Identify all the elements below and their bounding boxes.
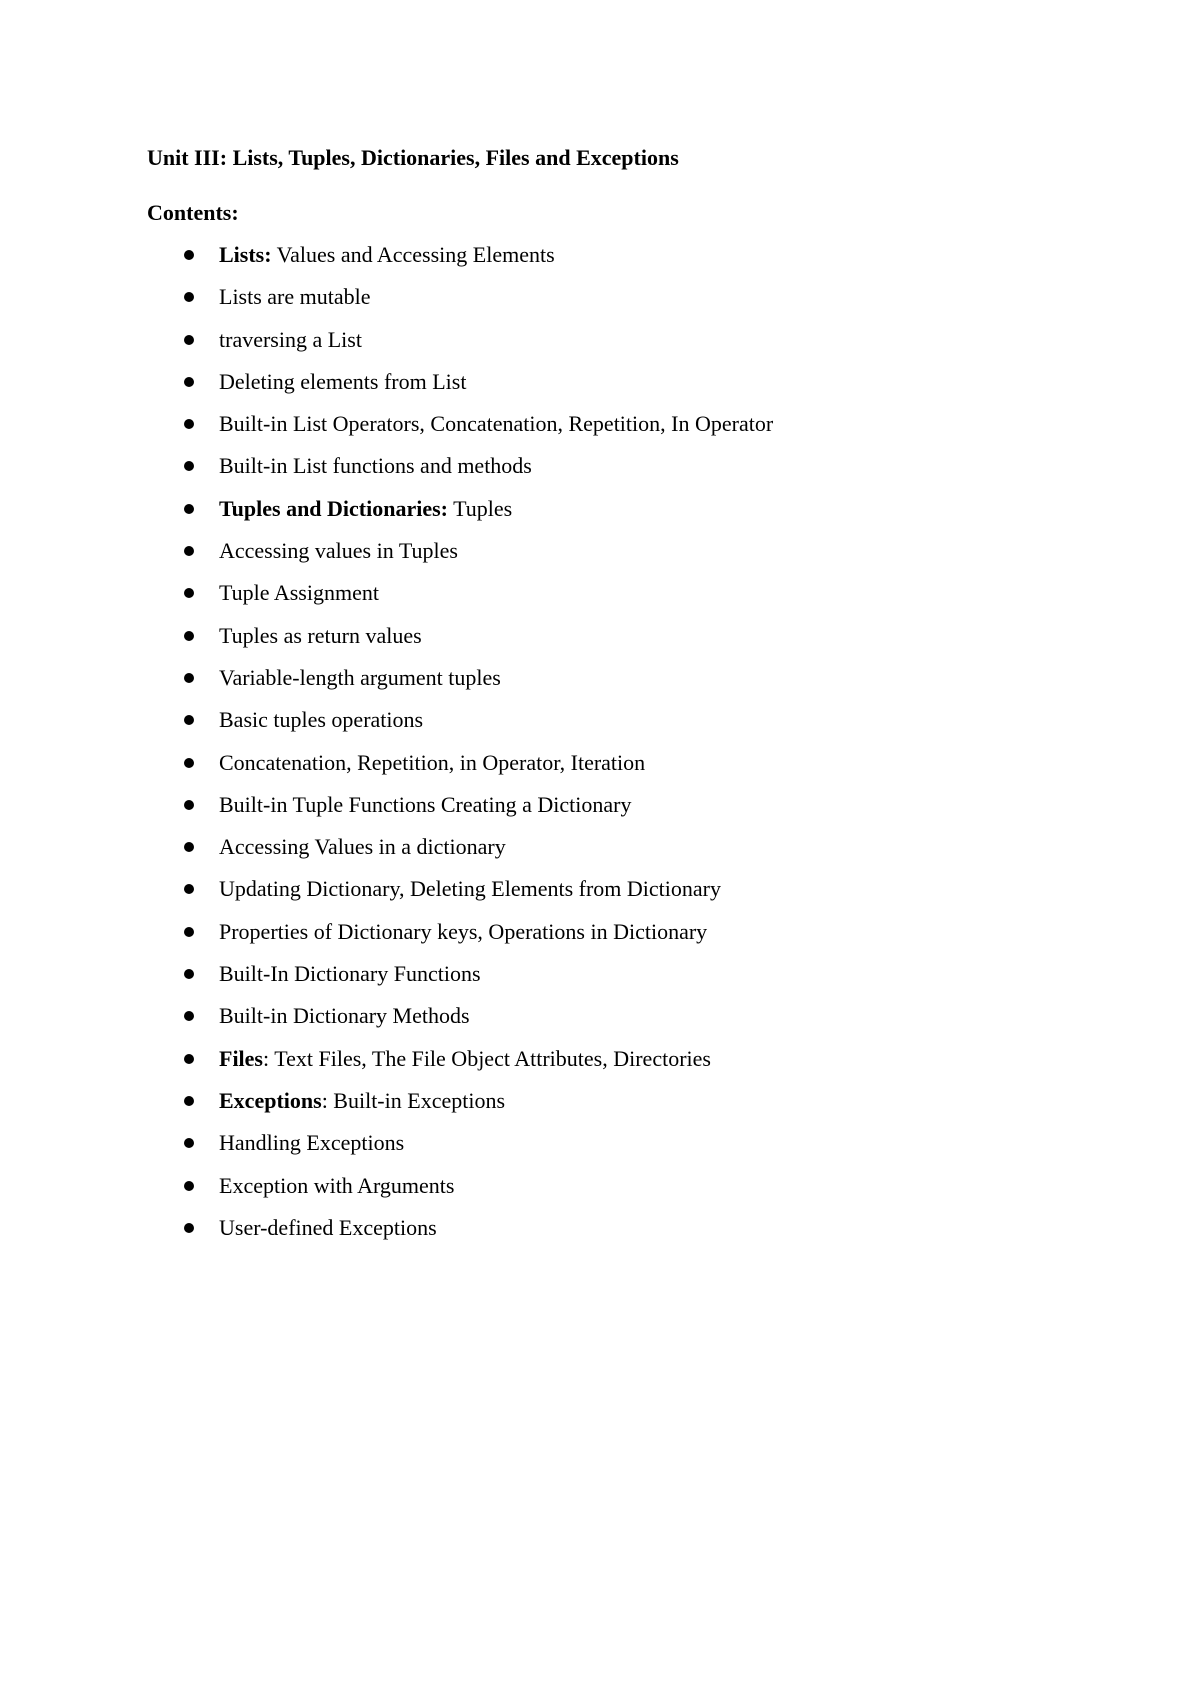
bullet-icon <box>184 1011 194 1021</box>
list-item-label: : Text Files, The File Object Attributes, Directories <box>263 1045 711 1071</box>
list-item-label: Accessing Values in a dictionary <box>219 834 506 860</box>
list-item-text <box>219 874 721 904</box>
list-item-text <box>219 917 707 947</box>
list-item-text <box>219 621 422 651</box>
list-item-label: : Built-in Exceptions <box>321 1087 506 1113</box>
list-item-text <box>219 959 481 989</box>
list-item-label: Built-in Dictionary Methods <box>219 1003 470 1029</box>
list-item-text <box>219 451 532 481</box>
list-item-label: Handling Exceptions <box>219 1130 405 1156</box>
list-item-text <box>219 367 466 397</box>
list-item-bold: Files <box>219 1045 263 1071</box>
bullet-icon <box>184 673 194 683</box>
bullet-icon <box>184 461 194 471</box>
list-item-label: Built-in List Operators, Concatenation, Repetition, In Operator <box>219 411 774 437</box>
bullet-icon <box>184 250 194 260</box>
list-item-text <box>219 325 362 355</box>
bullet-icon <box>184 969 194 979</box>
bullet-icon <box>184 546 194 556</box>
list-item-label: Built-In Dictionary Functions <box>219 961 481 987</box>
list-item-label: Built-in List functions and methods <box>219 453 532 479</box>
list-item-text <box>219 705 423 735</box>
page-title: Unit III: Lists, Tuples, Dictionaries, Files and Exceptions <box>147 145 679 170</box>
list-item-label: Lists are mutable <box>219 284 371 310</box>
list-item-text <box>219 832 506 862</box>
bullet-icon <box>184 1138 194 1148</box>
list-item-text <box>219 748 645 778</box>
bullet-icon <box>184 842 194 852</box>
list-item-text <box>219 1213 437 1243</box>
list-item-label: Tuples <box>448 495 513 521</box>
bullet-icon <box>184 419 194 429</box>
bullet-icon <box>184 927 194 937</box>
list-item-text <box>219 1171 454 1201</box>
bullet-icon <box>184 1054 194 1064</box>
bullet-icon <box>184 631 194 641</box>
bullet-icon <box>184 1096 194 1106</box>
list-item-label: Values and Accessing Elements <box>271 242 555 267</box>
list-item-text <box>219 1044 711 1074</box>
bullet-icon <box>184 800 194 810</box>
list-item-label: Concatenation, Repetition, in Operator, Iteration <box>219 749 646 775</box>
list-item-label: Updating Dictionary, Deleting Elements from Dictionary <box>219 876 721 902</box>
list-item-label: Basic tuples operations <box>219 707 424 733</box>
list-item-text <box>219 282 371 312</box>
bullet-icon <box>184 292 194 302</box>
list-item-text <box>219 409 773 439</box>
list-item-label: traversing a List <box>219 326 362 352</box>
list-item-bold: Tuples and Dictionaries: <box>219 495 449 521</box>
list-item-label: Accessing values in Tuples <box>219 538 458 564</box>
list-item-label: Properties of Dictionary keys, Operations in Dictionary <box>219 918 708 944</box>
list-item-label: Deleting elements from List <box>219 368 467 394</box>
bullet-icon <box>184 1223 194 1233</box>
list-item-text <box>219 240 555 270</box>
list-item-label: Exception with Arguments <box>219 1172 455 1198</box>
list-item-text <box>219 1001 470 1031</box>
list-item-text <box>219 1128 404 1158</box>
list-item-text <box>219 536 458 566</box>
list-item-label: User-defined Exceptions <box>219 1214 437 1240</box>
list-item-label: Tuple Assignment <box>219 580 379 606</box>
bullet-icon <box>184 715 194 725</box>
bullet-icon <box>184 1181 194 1191</box>
bullet-icon <box>184 884 194 894</box>
list-item-label: Built-in Tuple Functions Creating a Dictionary <box>219 791 632 817</box>
bullet-icon <box>184 335 194 345</box>
list-item-text <box>219 663 501 693</box>
bullet-icon <box>184 504 194 514</box>
list-item-text <box>219 494 512 524</box>
list-item-bold: Lists: <box>219 242 272 267</box>
list-item-bold: Exceptions <box>219 1087 322 1113</box>
list-item-label: Variable-length argument tuples <box>219 664 501 690</box>
list-item-text <box>219 578 379 608</box>
bullet-icon <box>184 377 194 387</box>
contents-heading: Contents: <box>147 200 239 225</box>
list-item-label: Tuples as return values <box>219 622 422 648</box>
bullet-icon <box>184 758 194 768</box>
list-item-text <box>219 1086 505 1116</box>
list-item-text <box>219 790 631 820</box>
bullet-icon <box>184 588 194 598</box>
